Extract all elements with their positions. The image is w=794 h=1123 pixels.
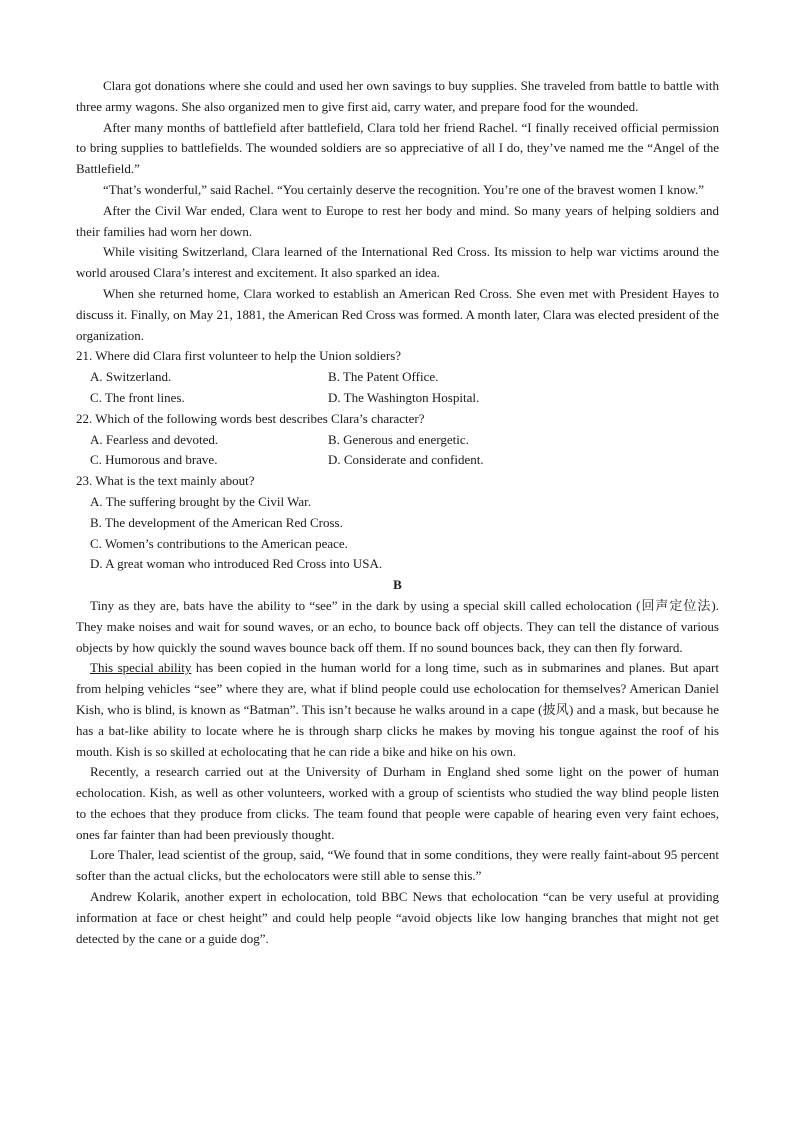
option-b: B. The Patent Office. [328, 369, 439, 385]
section-heading: B [393, 577, 402, 593]
question-stem: 22. Which of the following words best describes Clara’s character? [76, 410, 425, 426]
option-c: C. Humorous and brave. [90, 452, 218, 468]
paragraph: After many months of battlefield after battlefield, Clara told her friend Rachel. “I finally received official permission to bring supplies to battlefields. The wounded soldiers are so appreciative of all I do, they’ve named me the “Angel of the Battlefield.” [76, 119, 719, 177]
paragraph: While visiting Switzerland, Clara learned of the International Red Cross. Its mission to help war victims around the world aroused Clara’s interest and excitement. It also sparked an idea. [76, 244, 719, 281]
option-a: A. Switzerland. [90, 369, 172, 385]
question-21 [76, 346, 719, 408]
option-a: A. The suffering brought by the Civil War. [90, 493, 312, 509]
paragraph-text: has been copied in the human world for a long time, such as in submarines and planes. But apart from helping vehicles “see” where they are, what if blind people could use echolocation for themselves? American Daniel Kish, who is blind, is known as “Batman”. This isn’t because he walks around in a cape (披风) and a mask, but because he has a bat-like ability to locate where he is through sharp clicks he makes by moving his tongue against the roof of his mouth. Kish is so skilled at echolocating that he can ride a bike and hike on his own. [76, 660, 719, 759]
option-grid [76, 430, 719, 472]
option-list [76, 492, 719, 575]
paragraph: “That’s wonderful,” said Rachel. “You certainly deserve the recognition. You’re one of the bravest women I know.” [103, 181, 705, 197]
option-grid [76, 367, 719, 409]
paragraph [76, 658, 719, 762]
option-b: B. The development of the American Red Cross. [90, 514, 343, 530]
paragraph: After the Civil War ended, Clara went to Europe to rest her body and mind. So many years of helping soldiers and their families had worn her down. [76, 202, 719, 239]
document-page [76, 76, 719, 949]
paragraph: Andrew Kolarik, another expert in echolocation, told BBC News that echolocation “can be very useful at providing information at face or chest height” and could help people “avoid objects like low hanging branches that might not get detected by the cane or a guide dog”. [76, 889, 719, 946]
question-22 [76, 409, 719, 471]
paragraph: Clara got donations where she could and used her own savings to buy supplies. She traveled from battle to battle with three army wagons. She also organized men to give first aid, carry water, and prepare food for the wounded. [76, 78, 719, 114]
option-a: A. Fearless and devoted. [90, 431, 219, 447]
option-c: C. The front lines. [90, 389, 185, 405]
passage-b [76, 596, 719, 950]
paragraph: Tiny as they are, bats have the ability to “see” in the dark by using a special skill called echolocation (回声定位法). They make noises and wait for sound waves, or an echo, to bounce back off objects. They can tell the distance of various objects by how quickly the sound waves bounce back off them. If no sound bounces back, they can then fly forward. [76, 597, 719, 655]
passage-a [76, 76, 719, 346]
option-d: D. A great woman who introduced Red Cross into USA. [90, 556, 383, 572]
question-23 [76, 471, 719, 575]
option-c: C. Women’s contributions to the American peace. [90, 535, 348, 551]
question-stem: 23. What is the text mainly about? [76, 473, 255, 489]
paragraph: Recently, a research carried out at the University of Durham in England shed some light on the power of human echolocation. Kish, as well as other volunteers, worked with a group of scientists who studied the way blind people listen to the echoes that they produce from clicks. The team found that people were capable of hearing even very faint echoes, ones far fainter than had been previously thought. [76, 764, 719, 842]
option-d: D. The Washington Hospital. [328, 389, 480, 405]
underlined-phrase: This special ability [90, 660, 192, 676]
paragraph: When she returned home, Clara worked to establish an American Red Cross. She even met with President Hayes to discuss it. Finally, on May 21, 1881, the American Red Cross was formed. A month later, Clara was elected president of the organization. [76, 285, 719, 343]
option-b: B. Generous and energetic. [328, 431, 469, 447]
question-stem: 21. Where did Clara first volunteer to help the Union soldiers? [76, 348, 402, 364]
option-d: D. Considerate and confident. [328, 452, 484, 468]
paragraph: Lore Thaler, lead scientist of the group, said, “We found that in some conditions, they were really faint-about 95 percent softer than the actual clicks, but the echolocators were still able to sense this.” [76, 847, 719, 884]
